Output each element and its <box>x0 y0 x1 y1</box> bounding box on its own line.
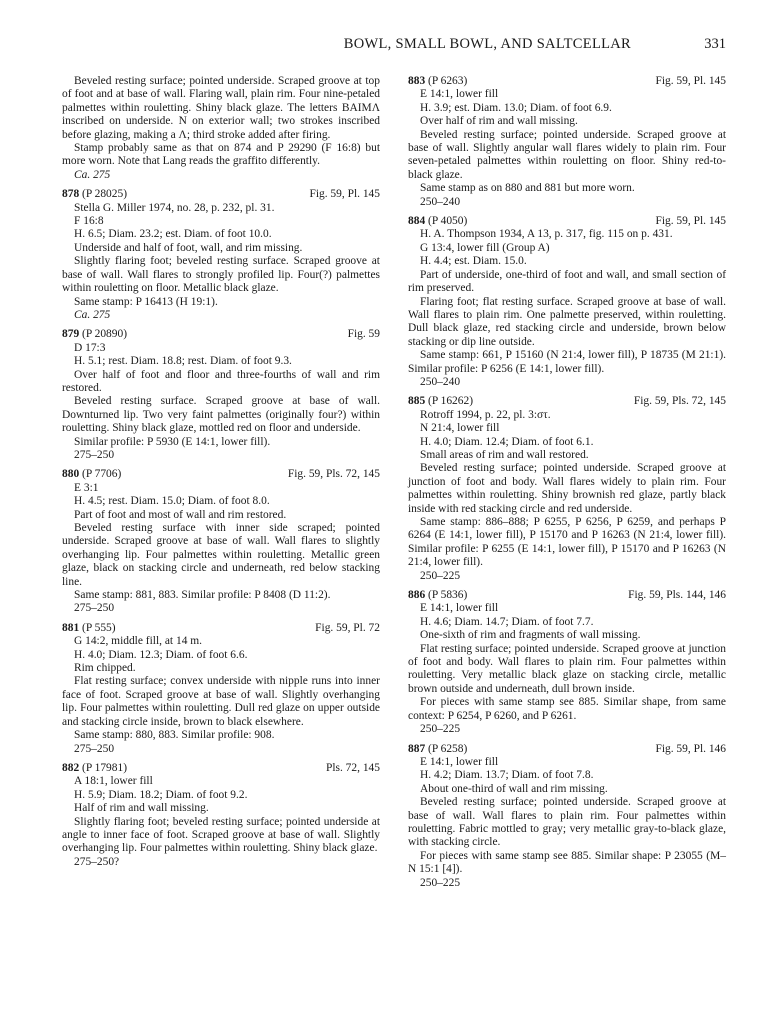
catalog-entry-886 <box>408 589 726 736</box>
figure-reference: Fig. 59, Pl. 145 <box>309 188 380 201</box>
inventory-number: (P 4050) <box>428 215 468 228</box>
entry-note: Similar profile: P 5930 (E 14:1, lower fill). <box>74 435 271 448</box>
entry-description: Slightly flaring foot; beveled resting surface. Scraped groove at base of wall. Wall flares to strongly profiled lip. Four(?) palmettes within rouletting on floor. Metallic black glaze. <box>62 255 380 295</box>
entry-heading <box>62 468 380 481</box>
entry-note: For pieces with same stamp see 885. Similar shape: P 23055 (M–N 15:1 [4]). <box>408 849 726 876</box>
entry-number: 885 <box>408 395 426 408</box>
inventory-number: (P 7706) <box>82 468 122 481</box>
deposit: E 14:1, lower fill <box>420 755 499 768</box>
entry-description: Beveled resting surface; pointed underside. Scraped groove at base of wall. Wall flares to plain rim. Four palmettes within rouletting. Fabric mottled to gray; very metallic gray-to-black glaze, with stacking circle. <box>408 796 726 849</box>
page-header <box>62 36 726 56</box>
catalog-entry-880 <box>62 468 380 615</box>
dimensions: H. 4.2; Diam. 13.7; Diam. of foot 7.8. <box>420 769 594 782</box>
catalog-entry-884 <box>408 215 726 389</box>
entry-heading <box>408 743 726 756</box>
entry-heading <box>62 328 380 341</box>
entry-date: 250–225 <box>420 876 461 889</box>
page-number: 331 <box>704 36 726 52</box>
entry-number: 878 <box>62 188 80 201</box>
inventory-number: (P 20890) <box>82 328 128 341</box>
entry-description: Flat resting surface; convex underside with nipple runs into inner face of foot. Scraped groove at base of wall. Slightly overhanging lip. Four palmettes within rouletting. Dull red glaze on upper outside and stacking circle inside, brown to black elsewhere. <box>62 675 380 728</box>
condition: Over half of rim and wall missing. <box>420 115 578 128</box>
entry-note: For pieces with same stamp see 885. Similar shape, from same context: P 6254, P 6260, and P 6261. <box>408 696 726 722</box>
entry-date: 250–225 <box>420 569 461 582</box>
entry-note: Same stamp as on 880 and 881 but more worn. <box>420 182 635 195</box>
catalog-entry-continuation <box>62 75 380 182</box>
dimensions: H. 3.9; est. Diam. 13.0; Diam. of foot 6.9. <box>420 101 612 114</box>
entry-number: 883 <box>408 75 426 87</box>
condition: Part of foot and most of wall and rim restored. <box>74 508 287 521</box>
condition: Underside and half of foot, wall, and rim missing. <box>74 241 303 254</box>
figure-reference: Pls. 72, 145 <box>325 761 380 774</box>
entry-heading <box>62 622 380 635</box>
entry-heading <box>408 589 726 602</box>
entry-heading <box>62 188 380 201</box>
catalog-entry-881 <box>62 622 380 756</box>
catalog-entry-879 <box>62 328 380 462</box>
catalog-entry-885 <box>408 395 726 583</box>
catalog-entry-878 <box>62 188 380 322</box>
entry-note: Same stamp: P 16413 (H 19:1). <box>74 295 218 308</box>
condition: Small areas of rim and wall restored. <box>420 448 589 461</box>
inventory-number: (P 16262) <box>428 395 474 408</box>
catalog-entry-887 <box>408 743 726 890</box>
entry-date: 275–250 <box>74 602 115 615</box>
dimensions: H. 4.4; est. Diam. 15.0. <box>420 255 527 268</box>
entry-number: 884 <box>408 215 426 228</box>
catalog-entry-882 <box>62 762 380 869</box>
running-title: BOWL, SMALL BOWL, AND SALTCELLAR <box>343 36 631 52</box>
dimensions: H. 4.6; Diam. 14.7; Diam. of foot 7.7. <box>420 615 594 628</box>
entry-heading <box>408 395 726 408</box>
entry-number: 880 <box>62 468 80 481</box>
entry-number: 882 <box>62 761 80 774</box>
figure-reference: Fig. 59, Pls. 72, 145 <box>287 468 380 481</box>
dimensions: H. 5.1; rest. Diam. 18.8; rest. Diam. of foot 9.3. <box>74 355 292 368</box>
deposit: E 14:1, lower fill <box>420 602 499 615</box>
entry-description: Slightly flaring foot; beveled resting surface; pointed underside at angle to inner face of foot. Scraped groove at base of wall. Slightly overhanging lip. Four palmettes within rouletting. Shiny black glaze. <box>62 815 380 855</box>
entry-number: 881 <box>62 621 80 634</box>
entry-date: 250–240 <box>420 375 461 388</box>
entry-description: Beveled resting surface; pointed underside. Scraped groove at junction of foot and body. Wall flares widely to plain rim. Four palmettes within rouletting. Shiny brownish red glaze, partly black inside with red stacking circle and red underside. <box>408 462 726 515</box>
figure-reference: Fig. 59, Pls. 144, 146 <box>628 589 726 602</box>
entry-date: 275–250 <box>74 742 115 755</box>
deposit: G 14:2, middle fill, at 14 m. <box>74 635 203 648</box>
figure-reference: Fig. 59, Pls. 72, 145 <box>633 395 726 408</box>
entry-date: 250–240 <box>420 195 461 208</box>
entry-note: Same stamp: 880, 883. Similar profile: 908. <box>74 729 275 742</box>
figure-reference: Fig. 59, Pl. 72 <box>315 621 380 634</box>
entry-description: Flat resting surface; pointed underside. Scraped groove at junction of foot and body. Wall flares to plain rim. Four palmettes within rouletting. Very metallic black glaze on stacking circle, metallic brown outside and underneath, dull brown inside. <box>408 642 726 695</box>
condition: Part of underside, one-third of foot and wall, and small section of rim preserved. <box>408 268 726 295</box>
entry-heading <box>408 75 726 88</box>
entry-description: Flaring foot; flat resting surface. Scraped groove at base of wall. Wall flares to plain rim. One palmette preserved, within rouletting. Dull black glaze, red stacking circle and underside, brown below stacking or dip line outside. <box>408 295 726 348</box>
inventory-number: (P 5836) <box>428 589 468 602</box>
deposit: F 16:8 <box>74 215 104 228</box>
inventory-number: (P 6258) <box>428 742 468 755</box>
bibliography: Rotroff 1994, p. 22, pl. 3:στ. <box>420 408 551 421</box>
entry-date: Ca. 275 <box>74 308 111 321</box>
entry-number: 886 <box>408 589 426 602</box>
entry-description: Beveled resting surface; pointed underside. Scraped groove at base of wall. Slightly angular wall flares widely to plain rim. Four seven-petaled palmettes within rouletting on floor. Shiny red-to-black glaze. <box>408 128 726 181</box>
entry-note: Same stamp: 881, 883. Similar profile: P 8408 (D 11:2). <box>74 589 331 602</box>
inventory-number: (P 555) <box>82 621 116 634</box>
inventory-number: (P 17981) <box>82 761 128 774</box>
entry-description: Beveled resting surface; pointed underside. Scraped groove at top of foot and at base of wall. Flaring wall, plain rim. Four nine-petaled palmettes within rouletting. Shiny black glaze. The letters ΒΑΙΜΛ inscribed on underside. Ν on exterior wall; two strokes inscribed before glazing, making a Λ; third stroke added after firing. <box>62 75 380 141</box>
condition: Over half of foot and floor and three-fourths of wall and rim restored. <box>62 368 380 394</box>
entry-date: 250–225 <box>420 723 461 736</box>
figure-reference: Fig. 59, Pl. 145 <box>655 215 726 228</box>
left-column <box>62 75 380 875</box>
deposit: E 3:1 <box>74 481 99 494</box>
entry-number: 887 <box>408 742 426 755</box>
entry-note: Same stamp: 886–888; P 6255, P 6256, P 6259, and perhaps P 6264 (E 14:1, lower fill), P 15170 and P 16263 (N 21:4, lower fill). Similar profile: P 6255 (E 14:1, lower fill), P 15170 and P 16263 (N 21:4, lower fill). <box>408 516 726 569</box>
entry-date: Ca. 275 <box>74 168 111 181</box>
condition: Half of rim and wall missing. <box>74 802 209 815</box>
condition: Rim chipped. <box>74 662 136 675</box>
inventory-number: (P 6263) <box>428 75 468 87</box>
entry-note: Same stamp: 661, P 15160 (N 21:4, lower fill), P 18735 (M 21:1). Similar profile: P 6256 (E 14:1, lower fill). <box>408 349 726 375</box>
dimensions: H. 6.5; Diam. 23.2; est. Diam. of foot 10.0. <box>74 228 272 241</box>
figure-reference: Fig. 59, Pl. 145 <box>655 75 726 87</box>
bibliography: H. A. Thompson 1934, A 13, p. 317, fig. 115 on p. 431. <box>420 228 673 241</box>
dimensions: H. 4.0; Diam. 12.4; Diam. of foot 6.1. <box>420 435 594 448</box>
deposit: A 18:1, lower fill <box>74 775 153 788</box>
entry-description: Beveled resting surface with inner side scraped; pointed underside. Scraped groove at base of wall. Wall flares to slightly overhanging lip. Four palmettes within rouletting. Metallic green glaze, black on stacking circle and underneath, red below stacking line. <box>62 522 380 588</box>
condition: About one-third of wall and rim missing. <box>420 782 608 795</box>
entry-description: Beveled resting surface. Scraped groove at base of wall. Downturned lip. Two very faint palmettes (originally four?) within rouletting. Shiny black glaze, mottled red on floor and underside. <box>62 395 380 435</box>
right-column <box>408 75 726 896</box>
dimensions: H. 4.5; rest. Diam. 15.0; Diam. of foot 8.0. <box>74 495 270 508</box>
deposit: G 13:4, lower fill (Group A) <box>420 241 550 254</box>
entry-date: 275–250 <box>74 448 115 461</box>
dimensions: H. 5.9; Diam. 18.2; Diam. of foot 9.2. <box>74 788 248 801</box>
catalog-entry-883 <box>408 75 726 209</box>
deposit: D 17:3 <box>74 341 106 354</box>
inventory-number: (P 28025) <box>82 188 128 201</box>
entry-heading <box>408 215 726 228</box>
deposit: E 14:1, lower fill <box>420 88 499 101</box>
entry-number: 879 <box>62 328 80 341</box>
bibliography: Stella G. Miller 1974, no. 28, p. 232, pl. 31. <box>74 201 275 214</box>
dimensions: H. 4.0; Diam. 12.3; Diam. of foot 6.6. <box>74 648 248 661</box>
condition: One-sixth of rim and fragments of wall missing. <box>420 629 641 642</box>
deposit: N 21:4, lower fill <box>420 422 500 435</box>
figure-reference: Fig. 59 <box>347 328 380 341</box>
entry-note: Stamp probably same as that on 874 and P 29290 (F 16:8) but more worn. Note that Lang reads the graffito differently. <box>62 142 380 168</box>
figure-reference: Fig. 59, Pl. 146 <box>655 742 726 755</box>
entry-date: 275–250? <box>74 855 120 868</box>
entry-heading <box>62 762 380 775</box>
